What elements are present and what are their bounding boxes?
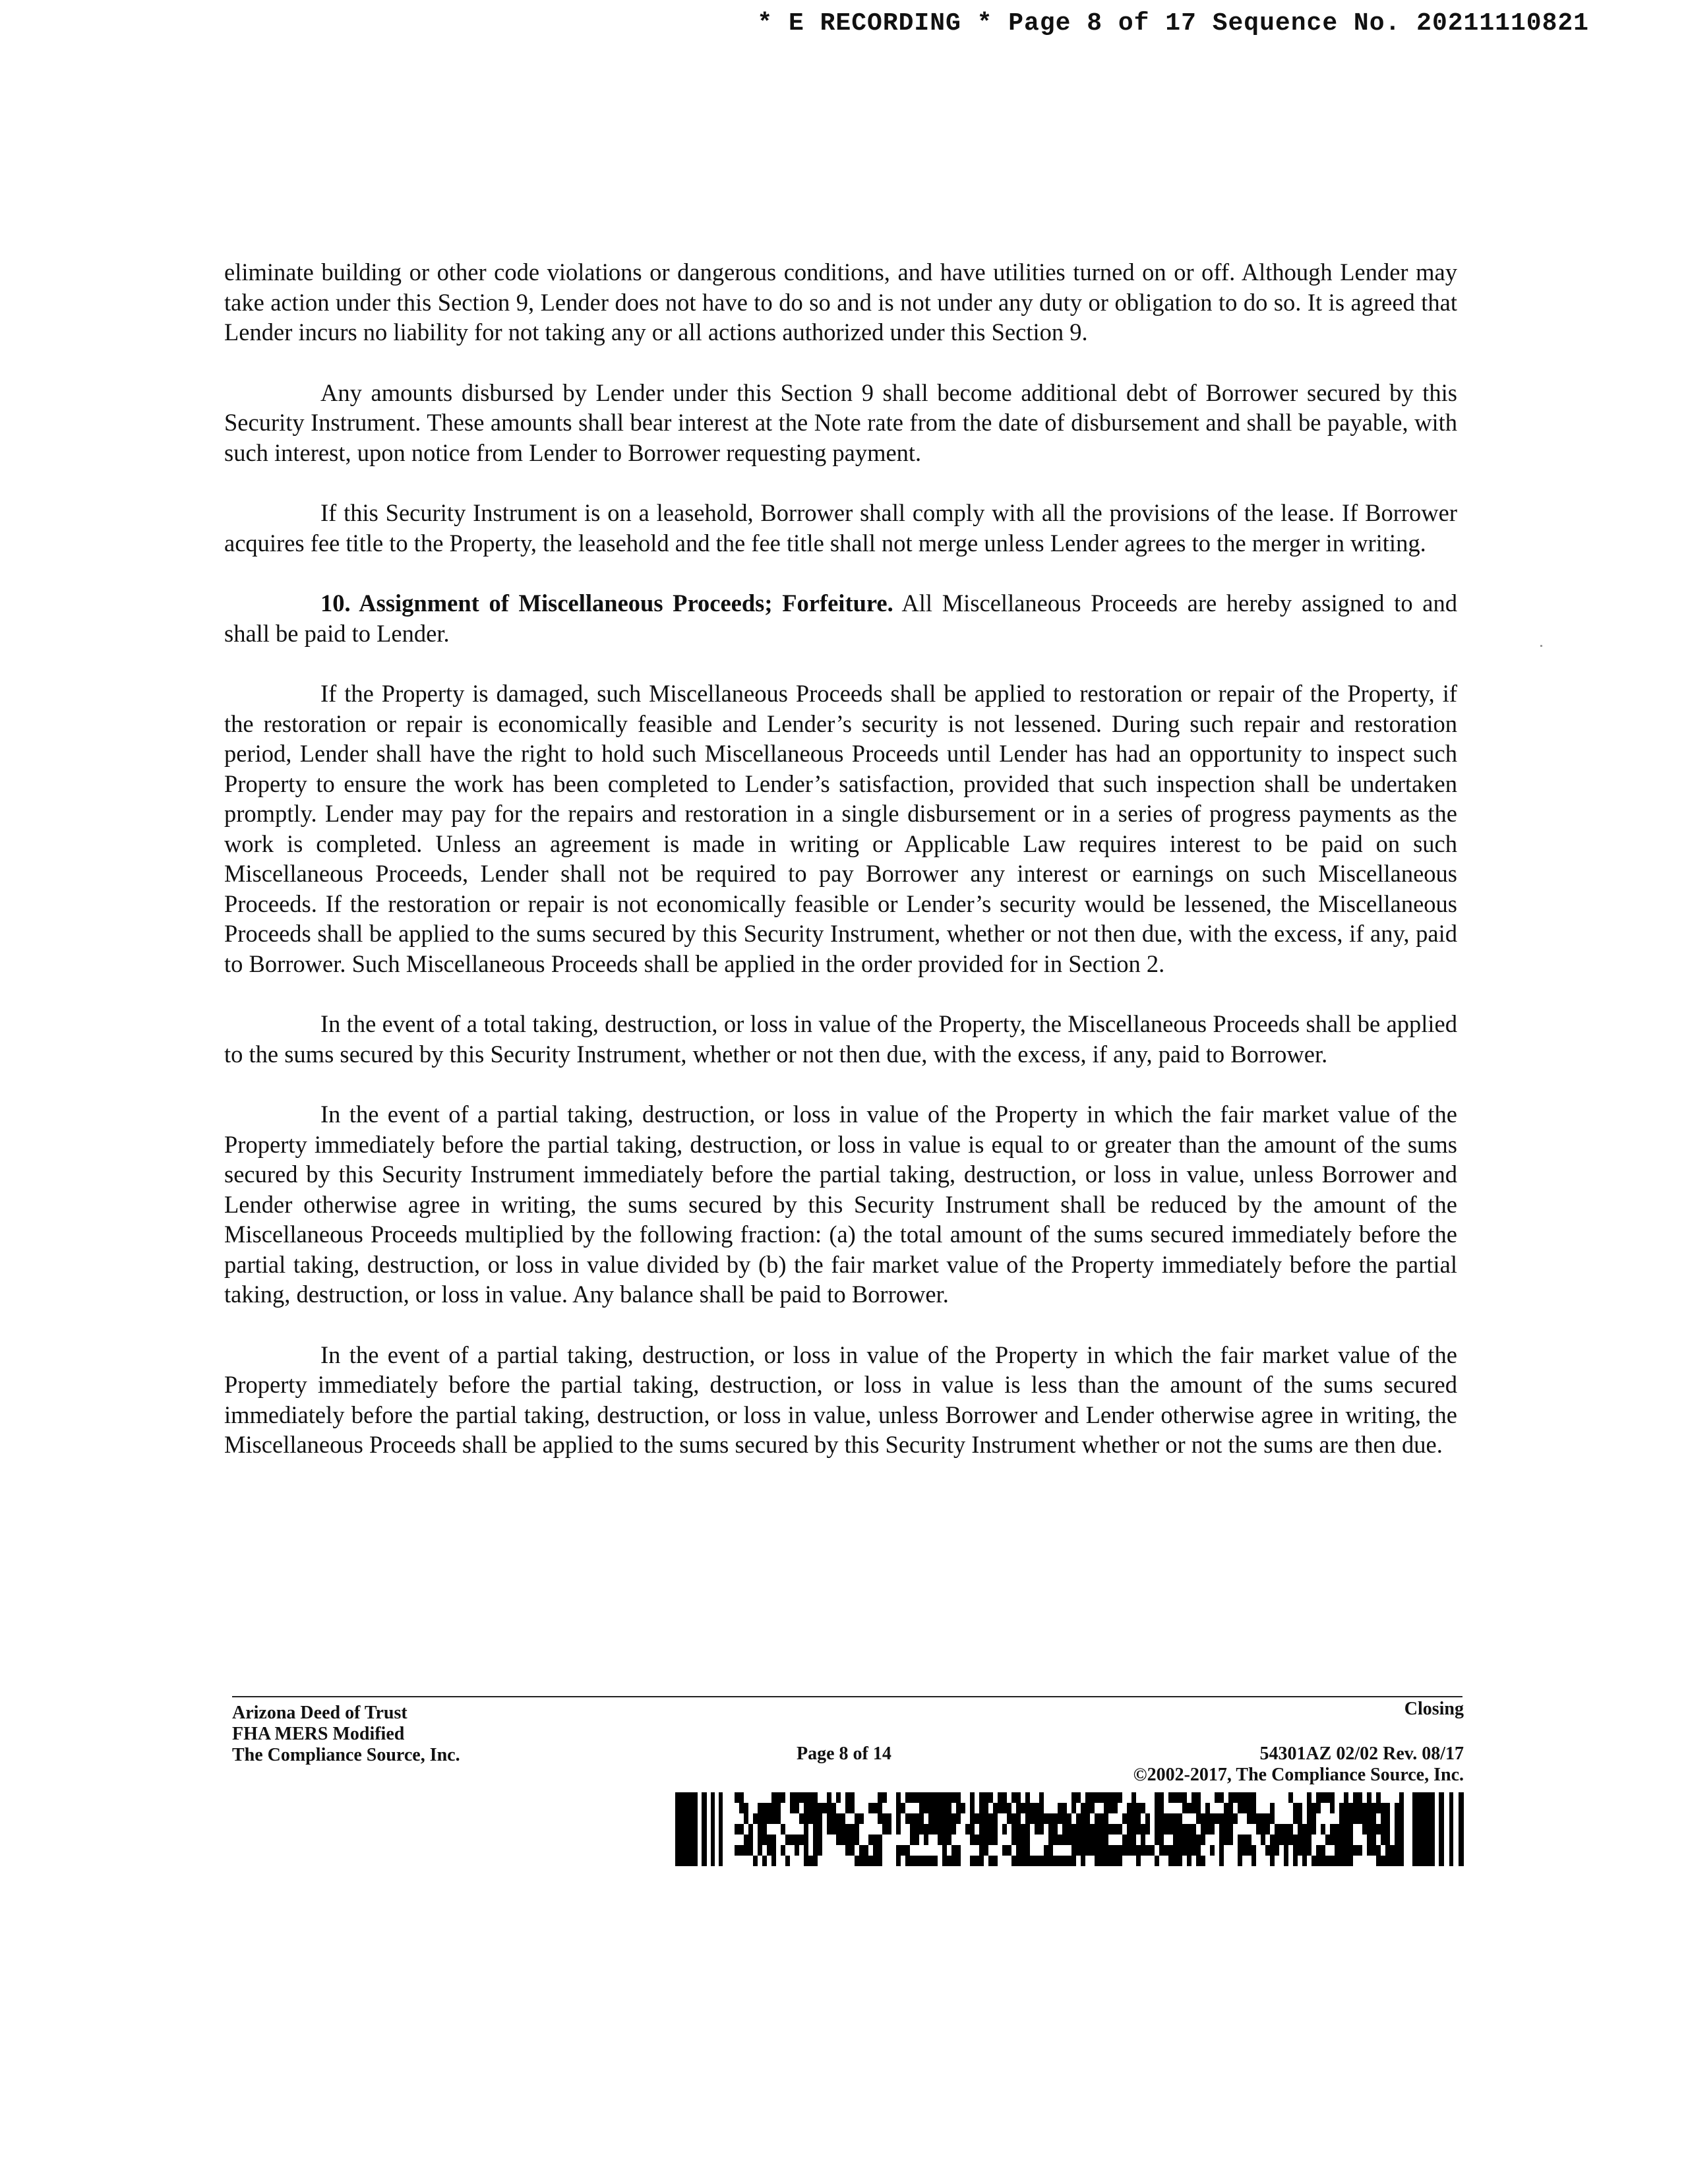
paragraph-total-taking: In the event of a total taking, destruction, or loss in value of the Property, the Miscellaneous Proceeds shall be applied to the sums secured by this Security Instrument, whether or not then due, with the excess, if any, paid to Borrower. (224, 1010, 1457, 1068)
paragraph-disbursed-amounts: Any amounts disbursed by Lender under this Section 9 shall become additional debt of Borrower secured by this Security Instrument. These amounts shall bear interest at the Note rate from the date of disbursement and shall be payable, with such interest, upon notice from Lender to Borrower requesting payment. (224, 379, 1457, 466)
footer-page-number: Page 8 of 14 (797, 1744, 891, 1764)
document-body (224, 257, 1457, 1490)
paragraph-partial-taking-less: In the event of a partial taking, destruction, or loss in value of the Property in which the fair market value of the Property immediately before the partial taking, destruction, or loss in value is less than the amount of the sums secured immediately before the partial taking, destruction, or loss in value, unless Borrower and Lender otherwise agree in writing, the Miscellaneous Proceeds shall be applied to the sums secured by this Security Instrument whether or not the sums are then due. (224, 1341, 1457, 1458)
section10-heading: 10. Assignment of Miscellaneous Proceeds; Forfeiture. (320, 590, 893, 617)
footer-divider (232, 1696, 1462, 1697)
footer-form-number: 54301AZ 02/02 Rev. 08/17 (1259, 1744, 1464, 1764)
scan-speck (1540, 645, 1542, 647)
paragraph-section9-continued: eliminate building or other code violations or dangerous conditions, and have utilities turned on or off. Although Lender may take action under this Section 9, Lender does not have to do so and is not under any duty or obligation to do so. It is agreed that Lender incurs no liability for not taking any or all actions authorized under this Section 9. (224, 258, 1457, 346)
paragraph-partial-taking-greater: In the event of a partial taking, destruction, or loss in value of the Property in which the fair market value of the Property immediately before the partial taking, destruction, or loss in value is equal to or greater than the amount of the sums secured by this Security Instrument immediately before the partial taking, destruction, or loss in value, unless Borrower and Lender otherwise agree in writing, the sums secured by this Security Instrument shall be reduced by the amount of the Miscellaneous Proceeds multiplied by the following fraction: (a) the total amount of the sums secured immediately before the partial taking, destruction, or loss in value divided by (b) the fair market value of the Property immediately before the partial taking, destruction, or loss in value. Any balance shall be paid to Borrower. (224, 1101, 1457, 1308)
section10-text: All Miscellaneous Proceeds are hereby assigned to and shall be paid to Lender. (224, 590, 1457, 647)
paragraph-property-damaged: If the Property is damaged, such Miscellaneous Proceeds shall be applied to restoration or repair of the Property, if the restoration or repair is economically feasible and Lender’s security is not lessened. During such repair and restoration period, Lender shall have the right to hold such Miscellaneous Proceeds until Lender has had an opportunity to inspect such Property to ensure the work has been completed to Lender’s satisfaction, provided that such inspection shall be undertaken promptly. Lender may pay for the repairs and restoration in a single disbursement or in a series of progress payments as the work is completed. Unless an agreement is made in writing or Applicable Law requires interest to be paid on such Miscellaneous Proceeds, Lender shall not be required to pay Borrower any interest or earnings on such Miscellaneous Proceeds. If the restoration or repair is not economically feasible or Lender’s security would be lessened, the Miscellaneous Proceeds shall be applied to the sums secured by this Security Instrument, whether or not then due, with the excess, if any, paid to Borrower. Such Miscellaneous Proceeds shall be applied in the order provided for in Section 2. (224, 680, 1457, 977)
recording-header: * E RECORDING * Page 8 of 17 Sequence No. 20211110821 (757, 9, 1589, 38)
paragraph-section10 (224, 588, 1457, 648)
footer-copyright: ©2002-2017, The Compliance Source, Inc. (1133, 1765, 1464, 1785)
footer-document-info (232, 1703, 460, 1766)
barcode (675, 1787, 1464, 1866)
footer-closing-label: Closing (1404, 1699, 1464, 1719)
paragraph-leasehold: If this Security Instrument is on a leasehold, Borrower shall comply with all the provisions of the lease. If Borrower acquires fee title to the Property, the leasehold and the fee title shall not merge unless Lender agrees to the merger in writing. (224, 499, 1457, 557)
footer-doc-title: Arizona Deed of Trust (232, 1703, 407, 1723)
footer-doc-subtitle: FHA MERS Modified (232, 1724, 405, 1744)
footer-company: The Compliance Source, Inc. (232, 1745, 460, 1765)
